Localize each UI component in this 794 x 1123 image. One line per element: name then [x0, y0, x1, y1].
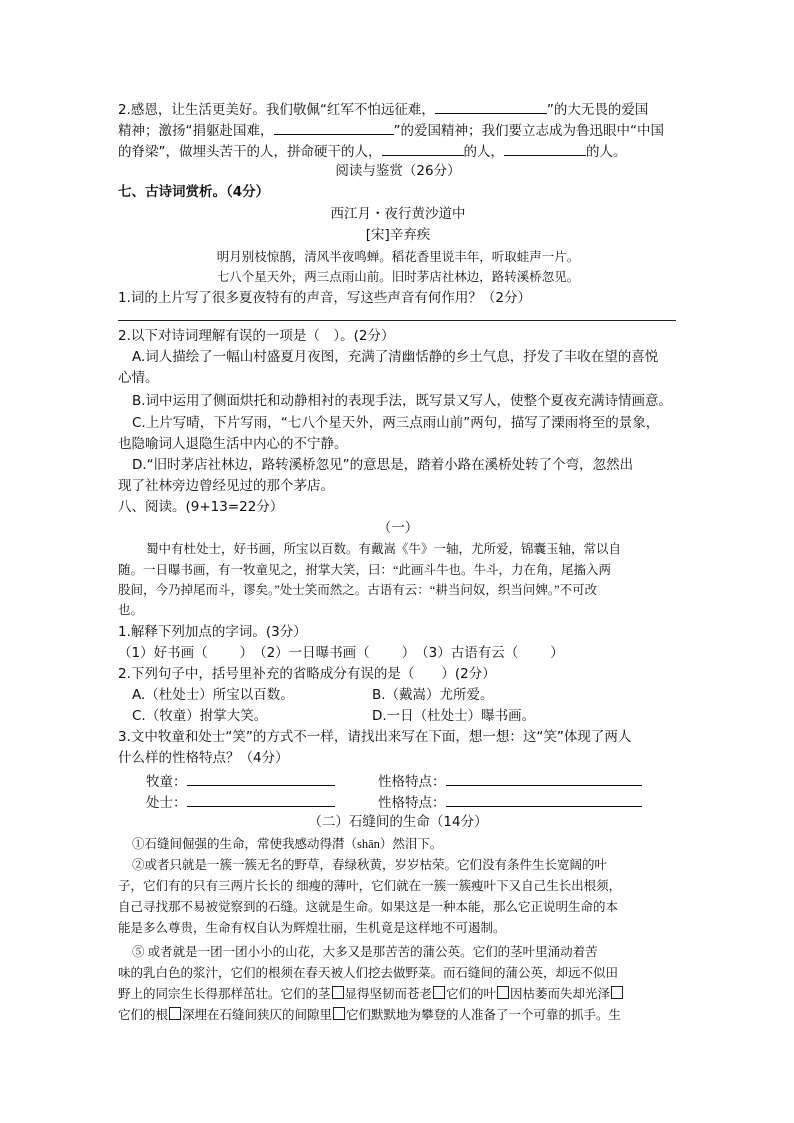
q2-text: 的人， [463, 144, 504, 160]
punctuation-box[interactable] [433, 986, 445, 999]
answer-blank[interactable] [274, 119, 394, 135]
s7-question-2: 2.以下对诗词理解有误的一项是（ ）。(2分） [118, 328, 395, 344]
q2-text: 精神；激扬“捐躯赴国难， [118, 123, 274, 139]
trait-label: 性格特点： [378, 774, 446, 790]
mutong-answer-blank[interactable] [187, 770, 335, 786]
trait-answer-blank[interactable] [446, 770, 642, 786]
punctuation-box[interactable] [611, 986, 623, 999]
passage-1-line-2: 随。一日曝书画，有一牧童见之，拊掌大笑，曰：“此画斗牛也。牛斗，力在角，尾搐入两 [118, 563, 612, 577]
q2-option-d: D.一日（杜处士）曝书画。 [372, 708, 536, 724]
passage-2-para-5-line-4: 它们的根 深埋在石缝间狭仄的间隙里 它们默默地为攀登的人准备了一个可靠的抓手。生 [118, 1008, 622, 1022]
q2-line-1 [118, 98, 648, 120]
passage-1-line-4: 也。 [118, 603, 144, 617]
passage-1-line-3: 股间，今乃掉尾而斗，谬矣。”处士笑而然之。古语有云：“耕当问奴，织当问婢。”不可改 [118, 583, 598, 597]
q2-option-a: A.（杜处士）所宝以百数。 [132, 687, 294, 703]
poem-author: [宋]辛弃疾 [365, 227, 431, 243]
s8-question-3-line-2: 什么样的性格特点？（4分） [118, 750, 289, 766]
mutong-label: 牧童： [146, 774, 187, 790]
passage-2-para-2-line-2: 子，它们有的只有三两片长长的 细瘦的薄叶，它们就在一簇一簇瘦叶下又自己生长出根须， [118, 879, 622, 893]
q2-text: 的脊梁”，做埋头苦干的人，拼命硬干的人， [118, 144, 382, 160]
mutong-trait-row [378, 770, 642, 792]
answer-blank[interactable] [382, 140, 464, 156]
answer-line[interactable] [118, 320, 676, 321]
q2-option-c: C.（牧童）拊掌大笑。 [132, 708, 268, 724]
passage-2-para-5-line-3: 野上的同宗生长得那样茁壮。它们的茎 显得坚韧而苍老 它们的叶 因枯萎而失却光泽 [118, 984, 624, 1004]
chushi-label: 处士： [146, 795, 187, 811]
q2-text: 的人。 [586, 144, 627, 160]
s7-question-1: 1.词的上片写了很多夏夜特有的声音，写这些声音有何作用？（2分） [118, 290, 531, 306]
option-d-line-1: D.“旧时茅店社林边，路转溪桥忽见”的意思是，踏着小路在溪桥处转了个弯，忽然出 [132, 457, 634, 473]
option-c-line-2: 也隐喻词人退隐生活中内心的不宁静。 [118, 436, 348, 452]
s8-question-1: 1.解释下列加点的字词。(3分） [118, 624, 307, 640]
option-b: B.词中运用了侧面烘托和动静相衬的表现手法，既写景又写人，使整个夏夜充满诗情画意。 [132, 393, 673, 409]
poem-line-1: 明月别枝惊鹊，清风半夜鸣蝉。稻花香里说丰年，听取蛙声一片。 [216, 250, 580, 264]
passage-2-para-5-line-1: ⑤ 或者就是一团一团小小的山花，大多又是那苦苦的蒲公英。它们的茎叶里涌动着苦 [132, 945, 598, 959]
part-1-title: （一） [377, 520, 419, 536]
part-2-title: （二）石缝间的生命（14分） [308, 814, 488, 830]
q2-text: ”的大无畏的爱国 [546, 102, 649, 118]
answer-blank[interactable] [504, 140, 586, 156]
trait-answer-blank[interactable] [446, 791, 642, 807]
passage-1-line-1: 蜀中有杜处士，好书画，所宝以百数。有戴嵩《牛》一轴，尤所爱，锦囊玉轴，常以自 [146, 542, 622, 556]
s8-question-3-line-1: 3.文中牧童和处士“笑”的方式不一样，请找出来写在下面，想一想：这“笑”体现了两人 [118, 729, 632, 745]
punctuation-box[interactable] [333, 1007, 345, 1020]
option-d-line-2: 现了社林旁边曾经见过的那个茅店。 [118, 478, 334, 494]
s8-question-2: 2.下列句子中，括号里补充的省略成分有误的是（ ）(2分） [118, 666, 496, 682]
q2-text: 2.感恩，让生活更美好。我们敬佩“红军不怕远征难， [118, 102, 435, 118]
q2-text: ”的爱国精神；我们要立志成为鲁迅眼中“中国 [393, 123, 664, 139]
punctuation-box[interactable] [497, 986, 509, 999]
passage-2-para-1: ①石缝间倔强的生命，常使我感动得潸（shān）然泪下。 [132, 837, 443, 851]
punctuation-box[interactable] [169, 1007, 181, 1020]
chushi-trait-row [378, 791, 642, 813]
answer-blank[interactable] [435, 98, 547, 114]
option-a-line-1: A.词人描绘了一幅山村盛夏月夜图，充满了清幽恬静的乡土气息，抒发了丰收在望的喜悦 [132, 349, 659, 365]
s8-question-1-items: （1）好书画（ ） （2）一日曝书画（ ） （3）古语有云（ ） [118, 645, 564, 661]
chushi-row [146, 791, 335, 813]
mutong-row [146, 770, 335, 792]
option-a-line-2: 心情。 [118, 370, 159, 386]
passage-2-para-2-line-1: ②或者只就是一簇一簇无名的野草，春绿秋黄，岁岁枯荣。它们没有条件生长宽阔的叶 [132, 858, 608, 872]
option-c-line-1: C.上片写晴，下片写雨，“七八个星天外，两三点雨山前”两句，描写了溧雨将至的景象， [132, 415, 660, 431]
section-7-heading: 七、古诗词赏析。（4分） [118, 184, 270, 200]
passage-2-para-2-line-3: 自己寻找那不易被觉察到的石缝。这就是生命。如果这是一种本能，那么它正说明生命的本 [118, 900, 619, 914]
chushi-answer-blank[interactable] [187, 791, 335, 807]
punctuation-box[interactable] [332, 986, 344, 999]
section-8-heading: 八、阅读。(9+13=22分） [118, 499, 284, 515]
poem-line-2: 七八个星天外，两三点雨山前。旧时茅店社林边，路转溪桥忽见。 [216, 270, 580, 284]
passage-2-para-2-line-4: 能是多么尊贵，生命有权自认为辉煌壮丽，生机竟是这样地不可遏制。 [118, 921, 506, 935]
section-reading-title: 阅读与鉴赏（26分） [335, 163, 461, 179]
poem-title: 西江月・夜行黄沙道中 [330, 206, 466, 222]
q2-line-2 [118, 119, 664, 141]
q2-option-b: B.（戴嵩）尤所爱。 [372, 687, 494, 703]
passage-2-para-5-line-2: 味的乳白色的浆汁，它们的根须在春天被人们挖去做野菜。而石缝间的蒲公英，却远不似田 [118, 966, 619, 980]
trait-label: 性格特点： [378, 795, 446, 811]
q2-line-3 [118, 140, 627, 162]
